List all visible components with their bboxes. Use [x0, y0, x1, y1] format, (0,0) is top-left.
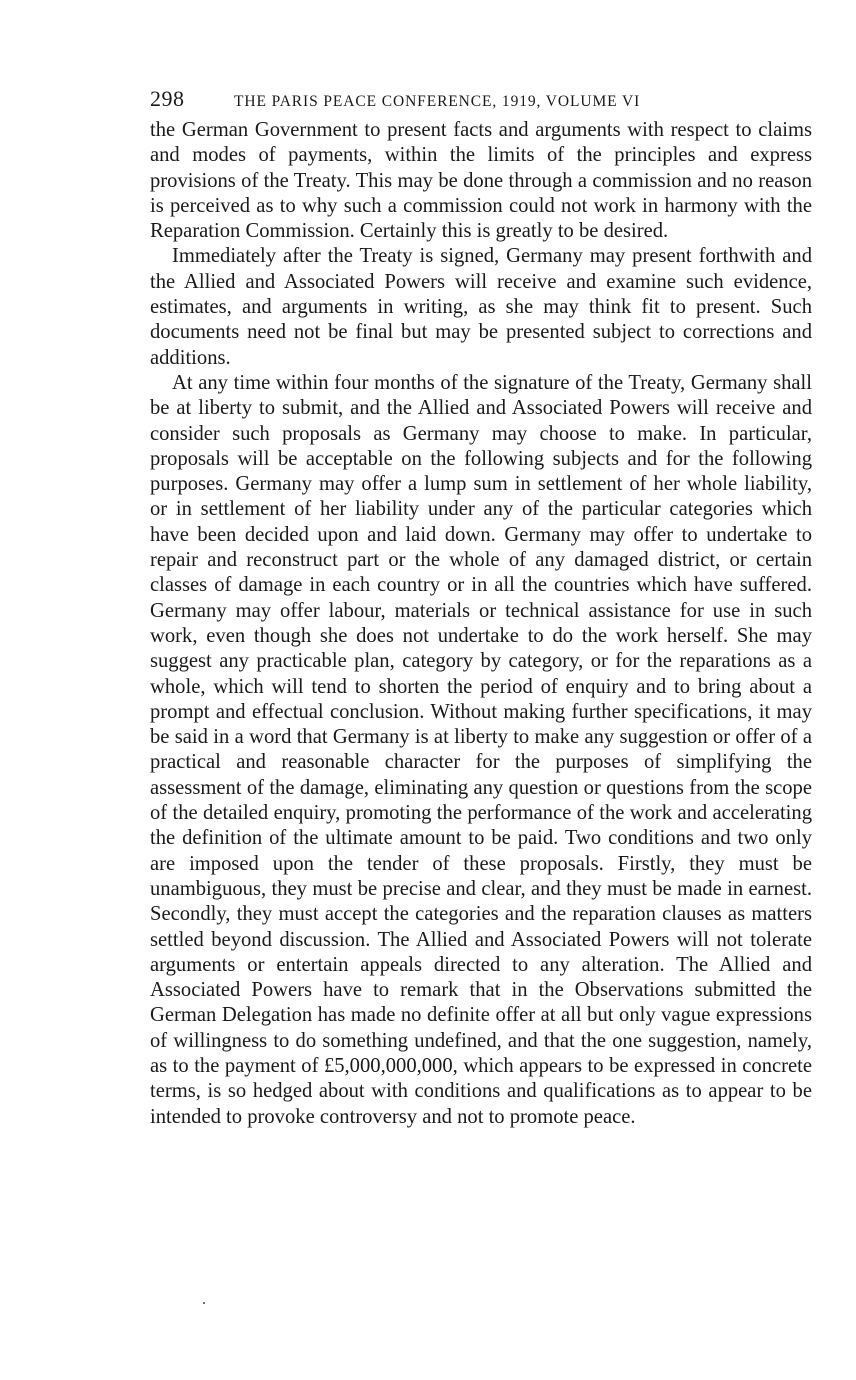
document-page [150, 86, 812, 1130]
paragraph-2: Immediately after the Treaty is signed, Germany may present forthwith and the Allied and Associated Powers will receive and examine such evidence, estimates, and arguments in writing, as she may think fit to present. Such documents need not be final but may be presented subject to corrections and additions. [150, 245, 812, 369]
paragraph-1: the German Government to present facts and arguments with respect to claims and modes of payments, within the limits of the principles and express provisions of the Treaty. This may be done through a commission and no reason is perceived as to why such a commission could not work in harmony with the Reparation Commission. Certainly this is greatly to be desired. [150, 119, 812, 243]
page-number: 298 [150, 86, 185, 111]
paragraph-3: At any time within four months of the signature of the Treaty, Germany shall be at liberty to submit, and the Allied and Associated Powers will receive and consider such proposals as Germany may choose to make. In particular, proposals will be acceptable on the following subjects and for the following purposes. Germany may offer a lump sum in settlement of her whole liability, or in settlement of her liability under any of the particular categories which have been decided upon and laid down. Germany may offer to undertake to repair and reconstruct part or the whole of any damaged district, or certain classes of damage in each country or in all the countries which have suffered. Germany may offer labour, materials or technical assistance for use in such work, even though she does not undertake to do the work herself. She may suggest any practicable plan, category by category, or for the reparations as a whole, which will tend to shorten the period of enquiry and to bring about a prompt and effectual conclusion. Without making further specifications, it may be said in a word that Germany is at liberty to make any suggestion or offer of a practical and reasonable character for the purposes of simplifying the assessment of the damage, eliminating any question or questions from the scope of the detailed enquiry, promoting the performance of the work and accelerating the definition of the ultimate amount to be paid. Two conditions and two only are imposed upon the tender of these proposals. Firstly, they must be unambiguous, they must be precise and clear, and they must be made in earnest. Secondly, they must accept the categories and the reparation clauses as matters settled beyond discussion. The Allied and Associated Powers will not tolerate arguments or entertain appeals directed to any alteration. The Allied and Associated Powers have to remark that in the Observations submitted the German Delegation has made no definite offer at all but only vague expressions of willingness to do something undefined, and that the one suggestion, namely, as to the payment of £5,000,000,000, which appears to be expressed in concrete terms, is so hedged about with conditions and qualifications as to appear to be intended to provoke controversy and not to promote peace. [150, 371, 812, 1128]
running-title: THE PARIS PEACE CONFERENCE, 1919, VOLUME VI [234, 93, 641, 110]
page-header [150, 86, 812, 116]
scan-speck [203, 1302, 205, 1304]
body-text [150, 118, 812, 1130]
